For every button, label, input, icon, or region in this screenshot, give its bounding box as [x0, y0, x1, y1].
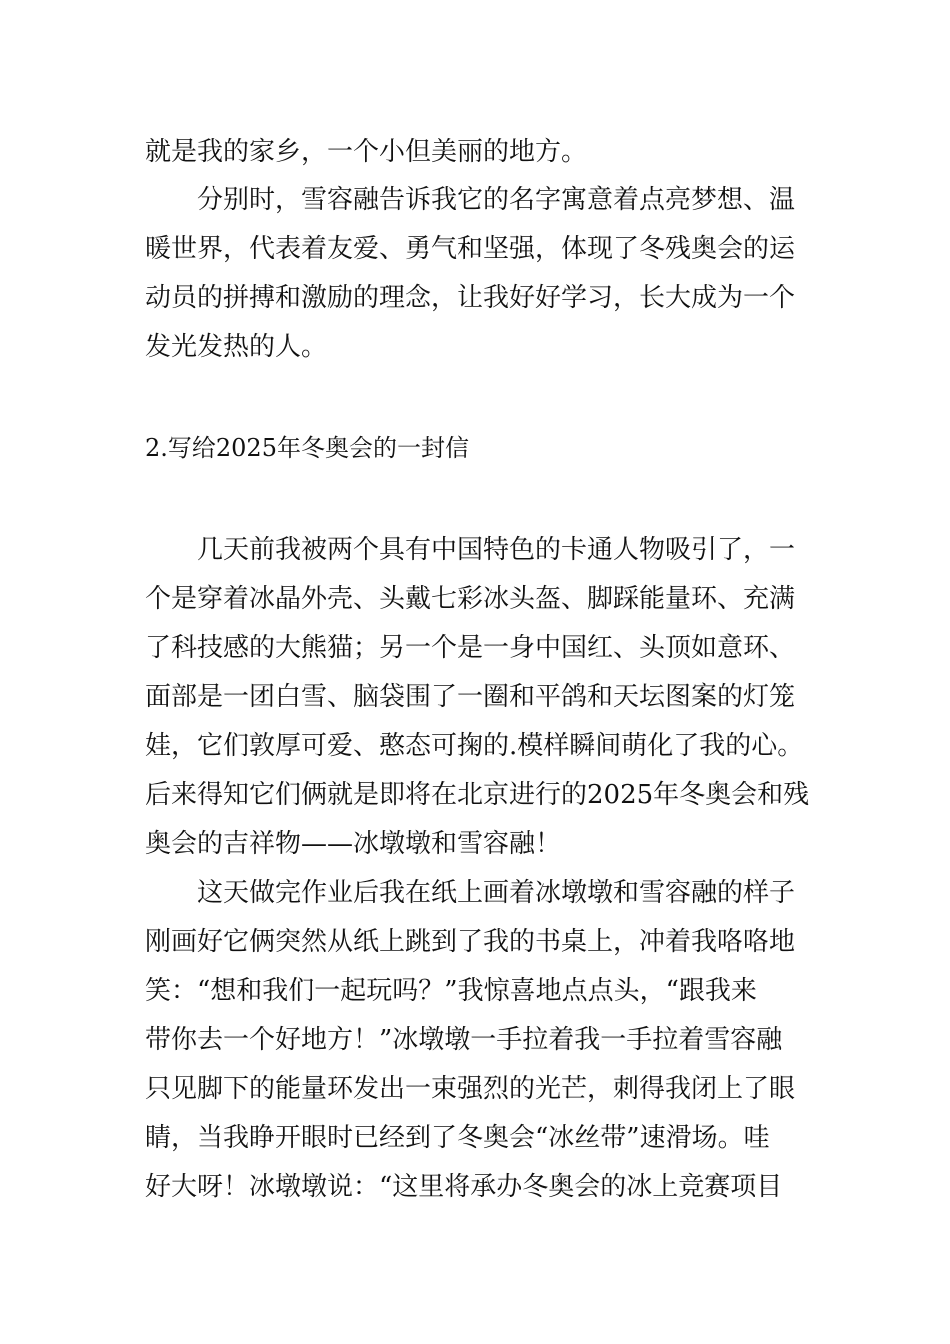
paragraph-line-9: 面部是一团白雪、脑袋围了一圈和平鸽和天坛图案的灯笼: [145, 682, 796, 712]
paragraph-line-16: 带你去一个好地方！”冰墩墩一手拉着我一手拉着雪容融: [145, 1025, 783, 1055]
paragraph-line-19: 好大呀！冰墩墩说：“这里将承办冬奥会的冰上竞赛项目: [145, 1172, 783, 1202]
paragraph-line-10: 娃，它们敦厚可爱、憨态可掬的.模样瞬间萌化了我的心。: [145, 731, 804, 761]
paragraph-line-8: 了科技感的大熊猫；另一个是一身中国红、头顶如意环、: [145, 633, 796, 663]
paragraph-line-7: 个是穿着冰晶外壳、头戴七彩冰头盔、脚踩能量环、充满: [145, 584, 796, 614]
paragraph-line-3: 暖世界，代表着友爱、勇气和坚强，体现了冬残奥会的运: [145, 234, 796, 264]
paragraph-line-5: 发光发热的人。: [145, 332, 328, 362]
paragraph-line-6: 几天前我被两个具有中国特色的卡通人物吸引了，一: [197, 535, 796, 565]
paragraph-line-14: 刚画好它俩突然从纸上跳到了我的书桌上，冲着我咯咯地: [145, 927, 796, 957]
paragraph-line-11: 后来得知它们俩就是即将在北京进行的2025年冬奥会和残: [145, 780, 810, 810]
paragraph-line-2: 分别时，雪容融告诉我它的名字寓意着点亮梦想、温: [197, 185, 796, 215]
paragraph-line-4: 动员的拼搏和激励的理念，让我好好学习，长大成为一个: [145, 283, 796, 313]
paragraph-line-17: 只见脚下的能量环发出一束强烈的光芒，刺得我闭上了眼: [145, 1074, 796, 1104]
paragraph-line-12: 奥会的吉祥物——冰墩墩和雪容融！: [145, 829, 562, 859]
paragraph-line-1: 就是我的家乡，一个小但美丽的地方。: [145, 137, 588, 167]
paragraph-line-15: 笑：“想和我们一起玩吗？”我惊喜地点点头，“跟我来: [145, 976, 757, 1006]
paragraph-line-13: 这天做完作业后我在纸上画着冰墩墩和雪容融的样子: [197, 878, 796, 908]
section-heading: 2.写给2025年冬奥会的一封信: [145, 434, 469, 462]
paragraph-line-18: 睛，当我睁开眼时已经到了冬奥会“冰丝带”速滑场。哇: [145, 1123, 770, 1153]
